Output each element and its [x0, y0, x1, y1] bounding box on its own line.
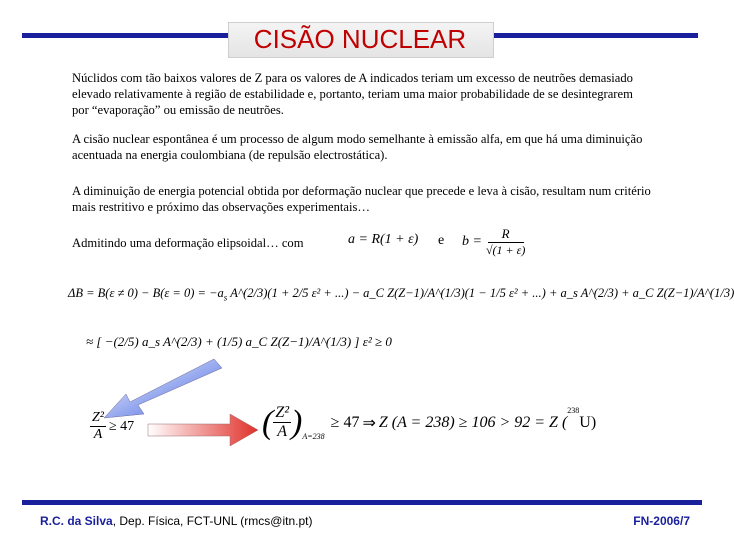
- footer-author: R.C. da Silva: [40, 514, 113, 528]
- paragraph-1: [72, 70, 652, 118]
- criterion-large-fraction: [273, 404, 291, 441]
- criterion-small-denominator: A: [93, 427, 103, 442]
- equation-approx-text: ≈ [ −(2/5) a_s A^(2/3) + (1/5) a_C Z(Z−1)/A^(1/3) ] ε² ≥ 0: [86, 334, 392, 349]
- footer-left: [40, 514, 312, 528]
- paragraph-1-text: Núclidos com tão baixos valores de Z para os valores de A indicados teriam um excesso de neutrões demasiado elevado relativamente à região de estabilidade e, portanto, teriam uma maior probabilidade de se desintegrarem por “evaporação” ou emissão de neutrões.: [72, 71, 633, 117]
- header-rule-left: [22, 33, 228, 38]
- criterion-large-paren: ( $\frac{\text{Z²}}{A}$ ) $_{A=238}$: [262, 403, 325, 441]
- deformation-text-label: Admitindo uma deformação elipsoidal… com: [72, 236, 304, 250]
- criterion-small-numerator: Z²: [92, 410, 104, 425]
- equation-deltaB: $\Delta B = B(\varepsilon \ne 0) - B(\varepsilon = 0) = -a_s$ A^(2/3)(1 + 2/5 ε² + ...) − a_C Z(Z−1)/A^(1/3)(1 − 1/5 ε² + ...) + a_s A^(2/3) + a_C Z(Z−1)/A^(1/3): [68, 286, 734, 303]
- criterion-large-subscript: A=238: [302, 432, 325, 441]
- footer-rule: [22, 500, 702, 505]
- header-rule-right: [492, 33, 698, 38]
- criterion-small-relation: ≥ 47: [108, 418, 135, 434]
- equation-a: [348, 232, 418, 248]
- criterion-small-fraction: [90, 410, 106, 443]
- criterion-large-element: U: [579, 413, 591, 431]
- criterion-large-rel2: Z (A = 238) ≥ 106 > 92 = Z (: [378, 413, 568, 431]
- equation-b: [462, 226, 525, 258]
- paragraph-2-text: A cisão nuclear espontânea é um processo de algum modo semelhante à emissão alfa, em que há uma diminuição acentuada na energia coulombiana (de repulsão electrostática).: [72, 132, 643, 162]
- criterion-large-mass: 238: [567, 406, 580, 415]
- criterion-small: [90, 410, 134, 443]
- red-arrow-icon: [148, 414, 258, 446]
- equation-b-denominator: √(1 + ε): [485, 243, 526, 257]
- criterion-large-numerator: Z²: [275, 404, 290, 421]
- equation-b-numerator: R: [488, 226, 524, 243]
- criterion-large-rel1: ≥ 47: [330, 413, 360, 431]
- criterion-large-denominator: A: [277, 423, 288, 440]
- implies-icon: ⇒: [362, 414, 376, 432]
- footer-affiliation: , Dep. Física, FCT-UNL (rmcs@itn.pt): [112, 514, 313, 528]
- equation-connector-text: e: [438, 233, 445, 248]
- criterion-large: [262, 404, 596, 441]
- footer-code: FN-2006/7: [633, 514, 690, 528]
- equation-deltaB-lhs: ΔB = B(ε ≠ 0) − B(ε = 0) = −a: [68, 286, 224, 300]
- equation-approx: [86, 334, 392, 350]
- page-title: CISÃO NUCLEAR: [253, 24, 467, 54]
- equation-deltaB-rest: A^(2/3)(1 + 2/5 ε² + ...) − a_C Z(Z−1)/A^(1/3)(1 − 1/5 ε² + ...) + a_s A^(2/3) + a_C Z(Z−1)/A^(1/3): [230, 286, 734, 300]
- equation-a-text: a = R(1 + ε): [348, 232, 419, 247]
- criterion-large-close: ): [590, 413, 597, 431]
- paragraph-3: [72, 183, 652, 215]
- equation-b-lhs: b =: [462, 234, 482, 249]
- paragraph-3-text: A diminuição de energia potencial obtida por deformação nuclear que precede e leva à cisão, resultam num critério mais restritivo e próximo das observações experimentais…: [72, 184, 651, 214]
- deformation-text: [72, 235, 342, 251]
- paragraph-2: [72, 131, 652, 163]
- equation-b-fraction: [486, 226, 525, 258]
- equation-connector: [438, 233, 444, 249]
